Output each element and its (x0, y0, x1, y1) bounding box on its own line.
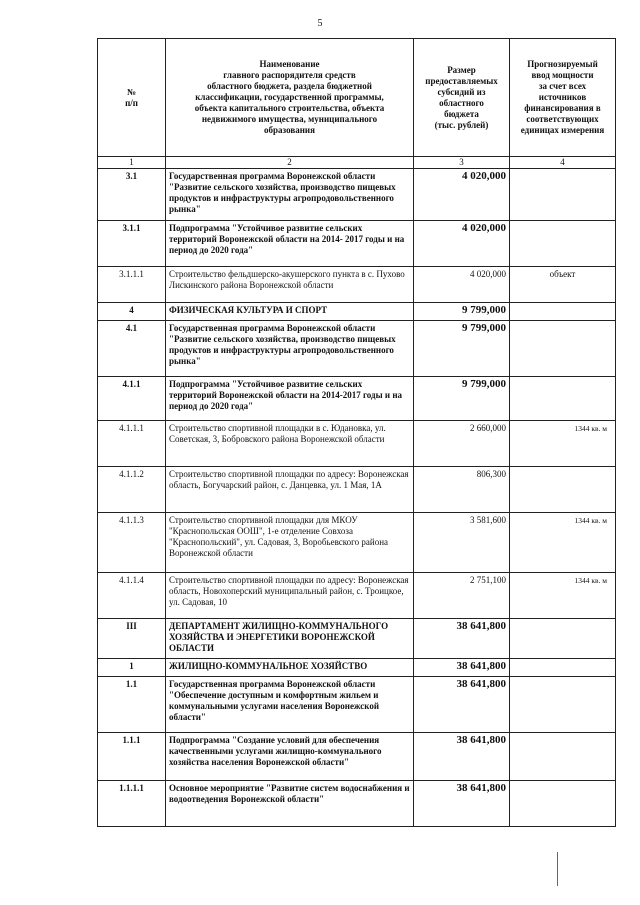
row-amount: 4 020,000 (414, 169, 510, 221)
row-number: 1.1.1 (98, 733, 166, 781)
row-unit (510, 619, 616, 659)
row-unit (510, 377, 616, 421)
row-unit (510, 321, 616, 377)
table-row (98, 221, 616, 267)
row-amount: 4 020,000 (414, 221, 510, 267)
table-row (98, 467, 616, 513)
page-number: 5 (317, 18, 323, 29)
row-number: 4.1.1.3 (98, 513, 166, 573)
row-amount: 38 641,800 (414, 659, 510, 677)
row-number: 1 (98, 659, 166, 677)
row-number: 3.1 (98, 169, 166, 221)
row-name: Строительство спортивной площадки в с. Юдановка, ул. Советская, 3, Бобровского района Воронежской области (166, 421, 414, 467)
row-number: 4.1.1 (98, 377, 166, 421)
row-name: Подпрограмма "Создание условий для обеспечения качественными услугами жилищно-коммунального хозяйства населения Воронежской области" (166, 733, 414, 781)
table-row (98, 733, 616, 781)
row-unit (510, 781, 616, 827)
row-number: 1.1.1.1 (98, 781, 166, 827)
row-name: ФИЗИЧЕСКАЯ КУЛЬТУРА И СПОРТ (166, 303, 414, 321)
row-name: ДЕПАРТАМЕНТ ЖИЛИЩНО-КОММУНАЛЬНОГО ХОЗЯЙСТВА И ЭНЕРГЕТИКИ ВОРОНЕЖСКОЙ ОБЛАСТИ (166, 619, 414, 659)
row-unit: объект (510, 267, 616, 303)
row-amount: 38 641,800 (414, 677, 510, 733)
table-row (98, 169, 616, 221)
table-row (98, 421, 616, 467)
row-unit: 1344 кв. м (510, 513, 616, 573)
row-amount: 4 020,000 (414, 267, 510, 303)
table-row (98, 267, 616, 303)
row-unit (510, 733, 616, 781)
row-name: ЖИЛИЩНО-КОММУНАЛЬНОЕ ХОЗЯЙСТВО (166, 659, 414, 677)
table-row (98, 677, 616, 733)
row-amount: 806,300 (414, 467, 510, 513)
column-number: 2 (166, 157, 414, 169)
table-row (98, 513, 616, 573)
row-name: Подпрограмма "Устойчивое развитие сельских территорий Воронежской области на 2014-2017 годы и на период до 2020 года" (166, 377, 414, 421)
row-amount: 9 799,000 (414, 321, 510, 377)
header-number: № п/п (98, 39, 166, 157)
row-amount: 9 799,000 (414, 303, 510, 321)
table-row (98, 377, 616, 421)
row-unit (510, 677, 616, 733)
row-unit (510, 467, 616, 513)
row-amount: 3 581,600 (414, 513, 510, 573)
row-unit (510, 303, 616, 321)
table-row (98, 303, 616, 321)
row-name: Строительство спортивной площадки по адресу: Воронежская область, Богучарский район, с. Данцевка, ул. 1 Мая, 1А (166, 467, 414, 513)
table-row (98, 659, 616, 677)
row-number: III (98, 619, 166, 659)
row-name: Строительство спортивной площадки для МКОУ "Краснопольская ООШ", 1-е отделение Совхоза "Краснопольский", ул. Садовая, 3, Воробьевского района Воронежской области (166, 513, 414, 573)
row-unit: 1344 кв. м (510, 573, 616, 619)
row-name: Подпрограмма "Устойчивое развитие сельских территорий Воронежской области на 2014- 2017 годы и на период до 2020 года" (166, 221, 414, 267)
row-number: 3.1.1.1 (98, 267, 166, 303)
row-number: 3.1.1 (98, 221, 166, 267)
header-name: Наименование главного распорядителя средств областного бюджета, раздела бюджетной классификации, государственной программы, объекта капитального строительства, объекта недвижимого имущества, муниципального образования (166, 39, 414, 157)
table-row (98, 573, 616, 619)
column-number: 4 (510, 157, 616, 169)
row-name: Государственная программа Воронежской области "Развитие сельского хозяйства, производство пищевых продуктов и инфраструктуры агропродовольственного рынка" (166, 321, 414, 377)
row-unit (510, 221, 616, 267)
row-number: 1.1 (98, 677, 166, 733)
row-amount: 38 641,800 (414, 619, 510, 659)
row-number: 4.1 (98, 321, 166, 377)
row-name: Строительство спортивной площадки по адресу: Воронежская область, Новохоперский муниципальный район, с. Троицкое, ул. Садовая, 10 (166, 573, 414, 619)
row-name: Основное мероприятие "Развитие систем водоснабжения и водоотведения Воронежской области" (166, 781, 414, 827)
row-amount: 2 660,000 (414, 421, 510, 467)
table-row (98, 321, 616, 377)
row-name: Строительство фельдшерско-акушерского пункта в с. Пухово Лискинского района Воронежской области (166, 267, 414, 303)
table-row (98, 781, 616, 827)
row-number: 4.1.1.1 (98, 421, 166, 467)
row-number: 4.1.1.4 (98, 573, 166, 619)
row-number: 4.1.1.2 (98, 467, 166, 513)
header-capacity: Прогнозируемый ввод мощности за счет всех источников финансирования в соответствующих единицах измерения (510, 39, 616, 157)
column-number: 1 (98, 157, 166, 169)
row-amount: 38 641,800 (414, 781, 510, 827)
row-amount: 38 641,800 (414, 733, 510, 781)
row-unit (510, 169, 616, 221)
margin-line (557, 852, 558, 886)
row-name: Государственная программа Воронежской области "Развитие сельского хозяйства, производство пищевых продуктов и инфраструктуры агропродовольственного рынка" (166, 169, 414, 221)
row-unit: 1344 кв. м (510, 421, 616, 467)
column-number: 3 (414, 157, 510, 169)
row-name: Государственная программа Воронежской области "Обеспечение доступным и комфортным жильем и коммунальными услугами населения Воронежской области" (166, 677, 414, 733)
row-amount: 9 799,000 (414, 377, 510, 421)
row-amount: 2 751,100 (414, 573, 510, 619)
row-number: 4 (98, 303, 166, 321)
header-amount: Размер предоставляемых субсидий из областного бюджета (тыс. рублей) (414, 39, 510, 157)
subsidy-table (97, 38, 616, 827)
table-row (98, 619, 616, 659)
row-unit (510, 659, 616, 677)
column-numbers-row (98, 157, 616, 169)
table-header-row (98, 39, 616, 157)
